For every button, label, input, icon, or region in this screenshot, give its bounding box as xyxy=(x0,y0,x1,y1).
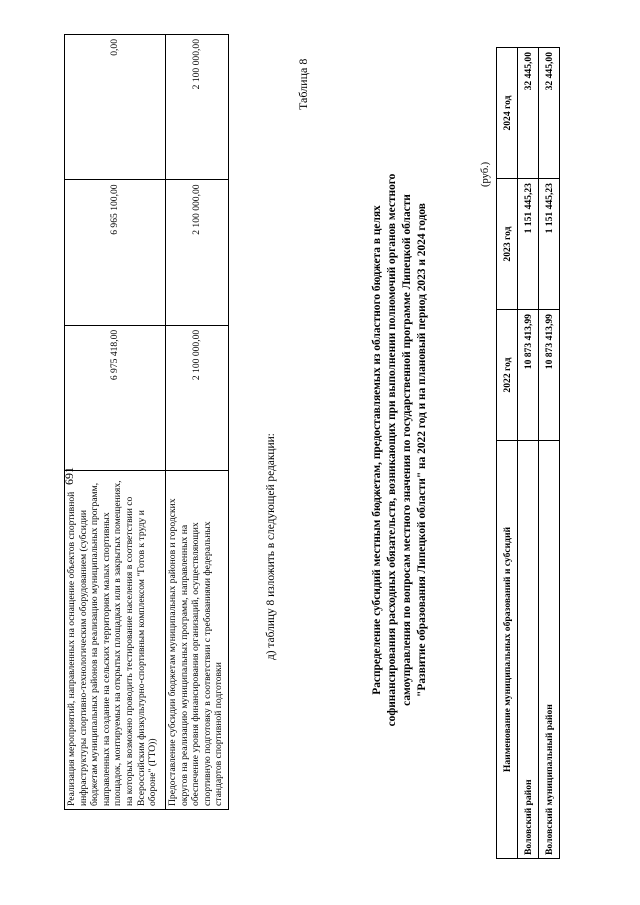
value-2024: 32 445,00 xyxy=(539,48,560,179)
table-row xyxy=(166,35,229,810)
value-2022: 10 873 413,99 xyxy=(518,310,539,441)
table-header-row xyxy=(497,48,518,859)
table-row xyxy=(65,35,166,810)
table-label: Таблица 8 xyxy=(296,58,310,110)
value-2022: 10 873 413,99 xyxy=(539,310,560,441)
header-2023: 2023 год xyxy=(497,179,518,310)
header-name: Наименование муниципальных образований и субсидий xyxy=(497,441,518,859)
value-2024: 2 100 000,00 xyxy=(166,35,229,180)
table-heading xyxy=(370,55,430,845)
value-2022: 6 975 418,00 xyxy=(65,325,166,470)
row-name: Воловский муниципальный район xyxy=(539,441,560,859)
value-2024: 32 445,00 xyxy=(518,48,539,179)
row-description: Реализация мероприятий, направленных на оснащение объектов спортивной инфраструктуры спортивно-технологическим оборудованием (субсидии бюджетам муниципальных районов на реализацию муниципальных программ, направленных на создание на сельских территориях малых спортивных площадок, монтируемых на открытых площадках или в закрытых помещениях, на которых возможно проводить тестирование населения в соответствии со Всероссийским физкультурно-спортивным комплексом "Готов к труду и обороне" (ГТО)) xyxy=(65,471,166,810)
units-label: (руб.) xyxy=(480,161,491,187)
value-2023: 1 151 445,23 xyxy=(518,179,539,310)
value-2023: 6 965 100,00 xyxy=(65,180,166,325)
heading-line: Распределение субсидий местным бюджетам, предоставляемых из областного бюджета в целях xyxy=(371,205,383,695)
row-description: Предоставление субсидии бюджетам муниципальных районов и городских округов на реализацию муниципальных программ, направленных на обеспечение уровня финансирования организаций, осуществляющих спортивную подготовку в соответствии с требованиями федеральных стандартов спортивной подготовки xyxy=(166,471,229,810)
header-2024: 2024 год xyxy=(497,48,518,179)
row-name: Воловский район xyxy=(518,441,539,859)
value-2023: 1 151 445,23 xyxy=(539,179,560,310)
table-row xyxy=(539,48,560,859)
heading-line: "Развитие образования Липецкой области" на 2022 год и на плановый период 2023 и 2024 годов xyxy=(416,203,428,697)
amendment-text: д) таблицу 8 изложить в следующей редакции: xyxy=(265,433,277,660)
value-2023: 2 100 000,00 xyxy=(166,180,229,325)
value-2024: 0,00 xyxy=(65,35,166,180)
header-2022: 2022 год xyxy=(497,310,518,441)
table-row xyxy=(518,48,539,859)
heading-line: софинансирования расходных обязательств, возникающих при выполнении полномочий органов местного xyxy=(386,173,398,727)
subsidy-table-continuation xyxy=(64,34,229,810)
table-8 xyxy=(496,47,560,859)
value-2022: 2 100 000,00 xyxy=(166,325,229,470)
page-number: 691 xyxy=(62,467,76,485)
heading-line: самоуправления по вопросам местного значения по государственной программе Липецкой области xyxy=(401,194,413,706)
